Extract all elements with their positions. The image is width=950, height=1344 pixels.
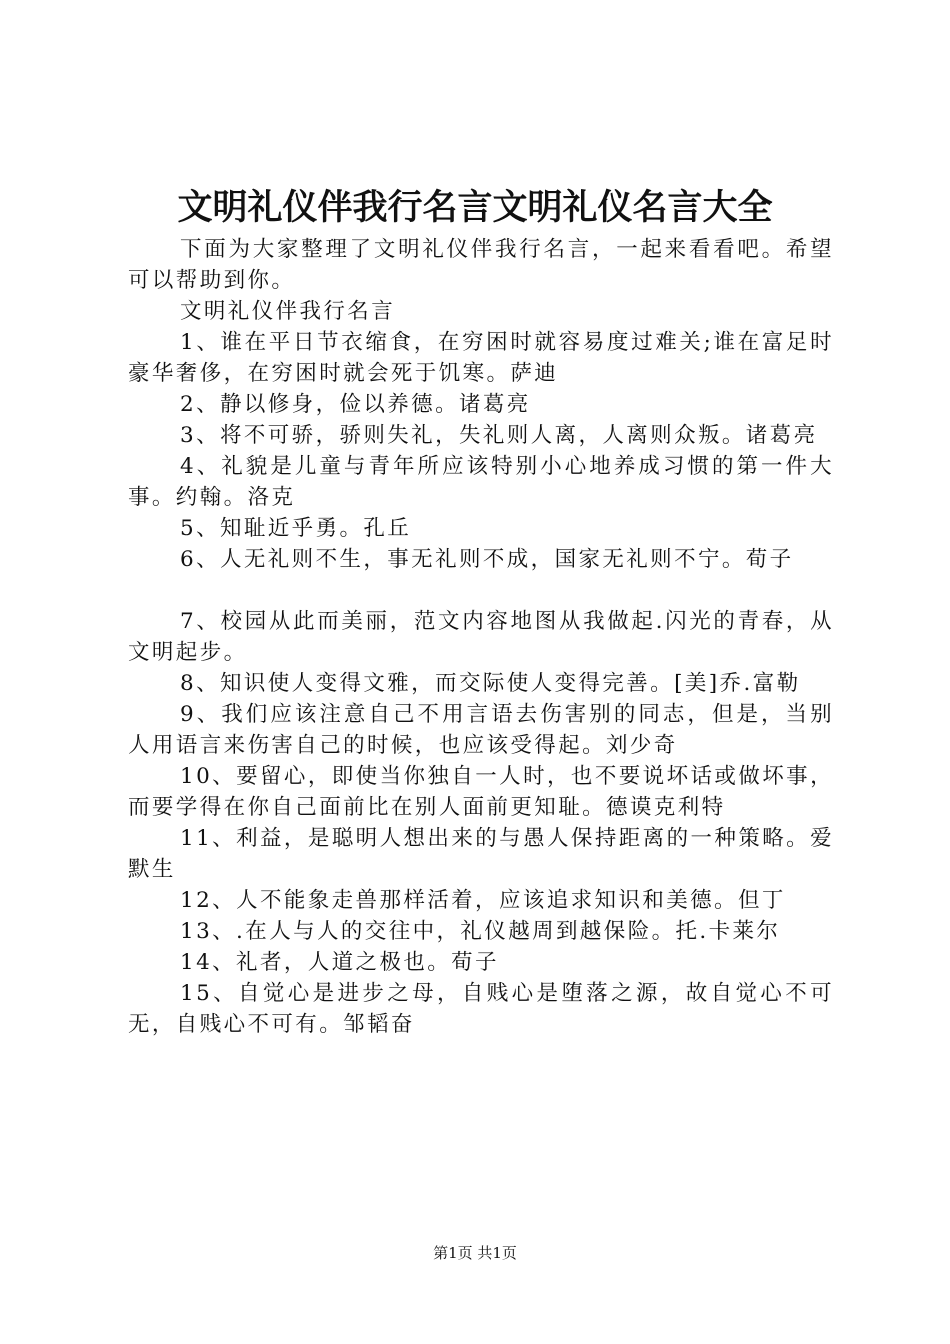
quote-item-10: 10、要留心，即使当你独自一人时，也不要说坏话或做坏事，而要学得在你自己面前比在别人面前更知耻。德谟克利特: [128, 764, 834, 820]
quote-item-7: 7、校园从此而美丽，范文内容地图从我做起.闪光的青春，从文明起步。: [128, 609, 834, 665]
quote-item-3: 3、将不可骄，骄则失礼，失礼则人离，人离则众叛。诸葛亮: [180, 423, 818, 448]
quote-item-1: 1、谁在平日节衣缩食，在穷困时就容易度过难关;谁在富足时豪华奢侈，在穷困时就会死于饥寒。萨迪: [128, 330, 834, 386]
quote-item-15: 15、自觉心是进步之母，自贱心是堕落之源，故自觉心不可无，自贱心不可有。邹韬奋: [128, 981, 834, 1037]
quote-item-12: 12、人不能象走兽那样活着，应该追求知识和美德。但丁: [180, 888, 786, 913]
document-title: 文明礼仪伴我行名言文明礼仪名言大全: [177, 188, 773, 228]
page-footer: 第1页 共1页: [433, 1244, 517, 1262]
quote-item-8: 8、知识使人变得文雅，而交际使人变得完善。[美]乔.富勒: [180, 671, 801, 696]
quote-item-4: 4、礼貌是儿童与青年所应该特别小心地养成习惯的第一件大事。约翰。洛克: [128, 454, 834, 510]
section-heading: 文明礼仪伴我行名言: [180, 299, 396, 324]
quote-item-14: 14、礼者，人道之极也。荀子: [180, 950, 499, 975]
quote-item-5: 5、知耻近乎勇。孔丘: [180, 516, 412, 541]
document-body: [128, 234, 834, 1040]
quote-item-9: 9、我们应该注意自己不用言语去伤害别的同志，但是，当别人用语言来伤害自己的时候，也应该受得起。刘少奇: [128, 702, 834, 758]
quote-item-6: 6、人无礼则不生，事无礼则不成，国家无礼则不宁。荀子: [180, 547, 794, 572]
quote-item-13: 13、.在人与人的交往中，礼仪越周到越保险。托.卡莱尔: [180, 919, 781, 944]
quote-item-2: 2、静以修身，俭以养德。诸葛亮: [180, 392, 531, 417]
quote-item-11: 11、利益，是聪明人想出来的与愚人保持距离的一种策略。爱默生: [128, 826, 834, 882]
intro-paragraph: 下面为大家整理了文明礼仪伴我行名言，一起来看看吧。希望可以帮助到你。: [128, 237, 834, 293]
